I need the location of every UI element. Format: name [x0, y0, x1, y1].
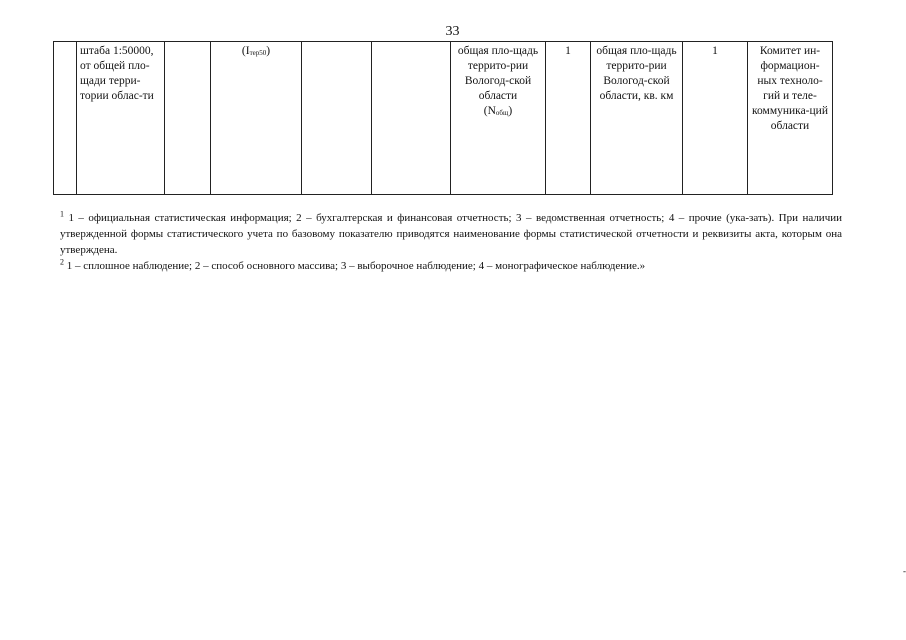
table-cell-4 [211, 42, 302, 195]
indicator-table [53, 41, 833, 195]
edge-mark: - [903, 566, 906, 576]
indicator-subscript: тер50 [249, 49, 267, 57]
page-number: 33 [445, 24, 460, 39]
base-close-paren: ) [508, 105, 513, 117]
table-cell-2: штаба 1:50000, от общей пло-щади терри-тории облас-ти [77, 42, 165, 195]
table-cell-6 [372, 42, 451, 195]
footnote-1 [60, 210, 842, 258]
base-subscript: общ [495, 109, 509, 117]
base-indicator-text: общая пло-щадь террито-рии Вологод-ской области [457, 45, 539, 102]
table-cell-3 [165, 42, 211, 195]
table-row [54, 42, 833, 195]
table-cell-9: общая пло-щадь террито-рии Вологод-ской области, кв. км [591, 42, 683, 195]
footnote-1-text: 1 – официальная статистическая информация; 2 – бухгалтерская и финансовая отчетность; 3 – ведомственная отчетность; 4 – прочие (ука-зать). При наличии утвержденной формы статистического учета по базовому показателю приводятся наименование формы статистической отчетности и реквизиты акта, которым она утверждена. [60, 212, 842, 256]
footnote-1-mark: 1 [60, 209, 64, 219]
footnote-2 [60, 258, 842, 274]
table-cell-10: 1 [683, 42, 748, 195]
table-cell-7 [451, 42, 546, 195]
table-cell-11: Комитет ин-формацион-ных техноло-гий и теле-коммуника-ций области [748, 42, 833, 195]
footnote-2-text: 1 – сплошное наблюдение; 2 – способ основного массива; 3 – выборочное наблюдение; 4 – монографическое наблюдение.» [66, 260, 646, 272]
indicator-symbol: (I [241, 45, 250, 57]
table-cell-5 [302, 42, 372, 195]
base-symbol: (N [483, 105, 496, 117]
indicator-close-paren: ) [266, 45, 271, 57]
table-cell-8: 1 [546, 42, 591, 195]
footnote-2-mark: 2 [60, 257, 64, 267]
table-cell-1 [54, 42, 77, 195]
footnotes [60, 210, 842, 274]
